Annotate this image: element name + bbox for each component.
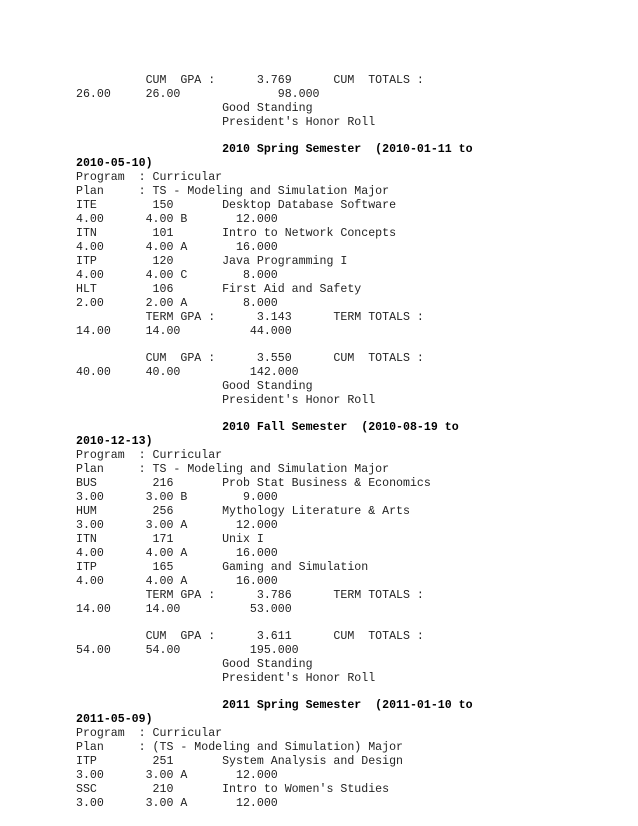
semester-heading: 2011 Spring Semester (2011-01-10 to [76, 699, 473, 712]
cum-totals-values: 26.00 26.00 98.000 [76, 88, 320, 101]
honor-line: President's Honor Roll [76, 672, 376, 685]
course-line: BUS 216 Prob Stat Business & Economics [76, 477, 431, 490]
program-line: Program : Curricular [76, 449, 223, 462]
standing-line: Good Standing [76, 380, 313, 393]
course-grade-line: 3.00 3.00 A 12.000 [76, 797, 278, 810]
course-grade-line: 4.00 4.00 A 16.000 [76, 547, 278, 560]
course-line: ITP 165 Gaming and Simulation [76, 561, 369, 574]
standing-line: Good Standing [76, 658, 313, 671]
semester-heading-end: 2011-05-09) [76, 713, 153, 726]
course-grade-line: 4.00 4.00 C 8.000 [76, 269, 278, 282]
course-line: ITP 120 Java Programming I [76, 255, 348, 268]
honor-line: President's Honor Roll [76, 116, 376, 129]
course-grade-line: 3.00 3.00 A 12.000 [76, 519, 278, 532]
course-grade-line: 3.00 3.00 B 9.000 [76, 491, 278, 504]
cum-gpa-line: CUM GPA : 3.611 CUM TOTALS : [76, 630, 424, 643]
semester-heading: 2010 Spring Semester (2010-01-11 to [76, 143, 473, 156]
term-gpa-line: TERM GPA : 3.786 TERM TOTALS : [76, 589, 424, 602]
cum-gpa-line: CUM GPA : 3.550 CUM TOTALS : [76, 352, 424, 365]
plan-line: Plan : TS - Modeling and Simulation Major [76, 463, 390, 476]
course-grade-line: 4.00 4.00 A 16.000 [76, 241, 278, 254]
cum-totals-values: 40.00 40.00 142.000 [76, 366, 299, 379]
course-grade-line: 2.00 2.00 A 8.000 [76, 297, 278, 310]
course-line: ITN 101 Intro to Network Concepts [76, 227, 397, 240]
term-totals-values: 14.00 14.00 44.000 [76, 325, 292, 338]
honor-line: President's Honor Roll [76, 394, 376, 407]
course-line: ITP 251 System Analysis and Design [76, 755, 403, 768]
course-line: SSC 210 Intro to Women's Studies [76, 783, 390, 796]
cum-gpa-line: CUM GPA : 3.769 CUM TOTALS : [76, 74, 424, 87]
course-line: HUM 256 Mythology Literature & Arts [76, 505, 410, 518]
term-gpa-line: TERM GPA : 3.143 TERM TOTALS : [76, 311, 424, 324]
standing-line: Good Standing [76, 102, 313, 115]
semester-heading: 2010 Fall Semester (2010-08-19 to [76, 421, 459, 434]
course-grade-line: 3.00 3.00 A 12.000 [76, 769, 278, 782]
course-line: ITN 171 Unix I [76, 533, 264, 546]
course-line: HLT 106 First Aid and Safety [76, 283, 362, 296]
program-line: Program : Curricular [76, 727, 223, 740]
course-grade-line: 4.00 4.00 A 16.000 [76, 575, 278, 588]
course-line: ITE 150 Desktop Database Software [76, 199, 397, 212]
program-line: Program : Curricular [76, 171, 223, 184]
plan-line: Plan : (TS - Modeling and Simulation) Major [76, 741, 403, 754]
semester-heading-end: 2010-05-10) [76, 157, 153, 170]
semester-heading-end: 2010-12-13) [76, 435, 153, 448]
plan-line: Plan : TS - Modeling and Simulation Major [76, 185, 390, 198]
course-grade-line: 4.00 4.00 B 12.000 [76, 213, 278, 226]
term-totals-values: 14.00 14.00 53.000 [76, 603, 292, 616]
cum-totals-values: 54.00 54.00 195.000 [76, 644, 299, 657]
